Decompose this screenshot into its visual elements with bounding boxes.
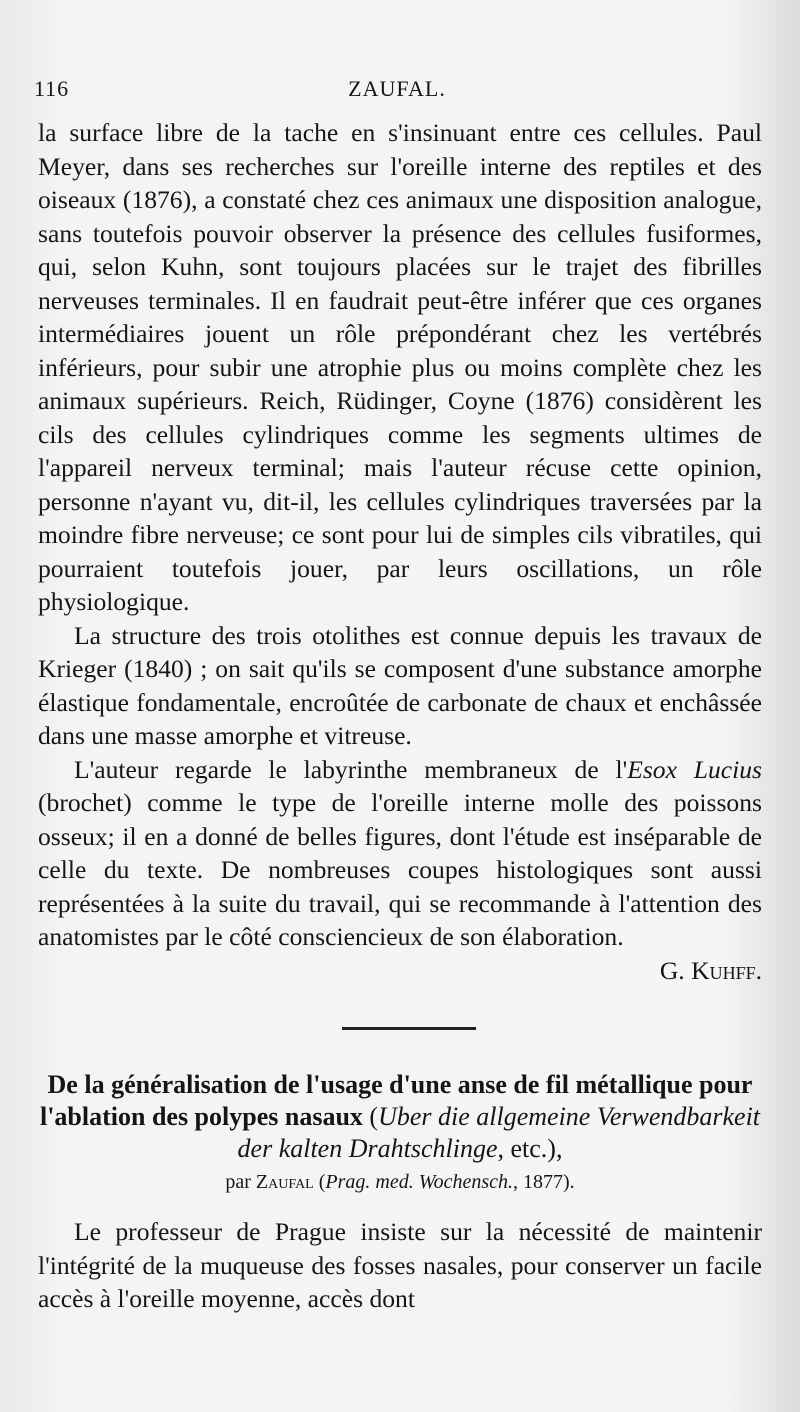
section-divider xyxy=(342,1027,476,1030)
byline-close: , 1877). xyxy=(512,1171,575,1193)
page-header xyxy=(34,76,760,106)
article-title-german: Uber die allgemeine Verwendbarkeit der kalten Drahtschlinge xyxy=(237,1102,761,1163)
byline-prefix: par xyxy=(225,1171,256,1193)
species-name: Esox Lucius xyxy=(627,754,762,784)
article-title-close: , etc.), xyxy=(497,1134,563,1163)
article-paragraph-1: Le professeur de Prague insiste sur la nécessité de maintenir l'intégrité de la muqueuse des fosses nasales, pour conserver un facile accès à l'oreille moyenne, accès dont xyxy=(38,1217,762,1313)
page-body xyxy=(38,116,762,1316)
byline-journal: Prag. med. Wochensch. xyxy=(325,1171,513,1193)
running-title: ZAUFAL. xyxy=(348,76,446,101)
page-number: 116 xyxy=(34,76,70,101)
section-divider-area xyxy=(38,987,762,1047)
signature-text: G. Kuhff. xyxy=(659,955,762,985)
review-signature xyxy=(38,954,762,988)
review-paragraph-3 xyxy=(38,753,762,954)
article-title xyxy=(38,1069,762,1165)
article-title-open: ( xyxy=(362,1102,379,1131)
review-paragraph-1: la surface libre de la tache en s'insinuant entre ces cellules. Paul Meyer, dans ses recherches sur l'oreille interne des reptiles et des oiseaux (1876), a constaté chez ces animaux une disposition analogue, sans toutefois pouvoir observer la présence des cellules fusiformes, qui, selon Kuhn, sont toujours placées sur le trajet des fibrilles nerveuses terminales. Il en faudrait peut-être inférer que ces organes intermédiaires jouent un rôle prépondérant chez les vertébrés inférieurs, pour subir une atrophie plus ou moins complète chez les animaux supérieurs. Reich, Rüdinger, Coyne (1876) considèrent les cils des cellules cylindriques comme les segments ultimes de l'appareil nerveux terminal; mais l'auteur récuse cette opinion, personne n'ayant vu, dit-il, les cellules cylindriques traversées par la moindre fibre nerveuse; ce sont pour lui de simples cils vibratiles, qui pourraient toutefois jouer, par leurs oscillations, un rôle physiologique. xyxy=(38,118,762,616)
byline-open: ( xyxy=(313,1171,326,1193)
byline-author: Zaufal xyxy=(255,1171,314,1193)
review-paragraph-3-start: L'auteur regarde le labyrinthe membraneux de l' xyxy=(74,754,628,784)
article-byline xyxy=(38,1167,762,1197)
review-paragraph-3-rest: (brochet) comme le type de l'oreille interne molle des poissons osseux; il en a donné de belles figures, dont l'étude est inséparable de celle du texte. De nombreuses coupes histologiques sont aussi représentées à la suite du travail, qui se recommande à l'attention des anatomistes par le côté consciencieux de son élaboration. xyxy=(38,788,762,951)
review-paragraph-2: La structure des trois otolithes est connue depuis les travaux de Krieger (1840) ; on sait qu'ils se composent d'une substance amorphe élastique fondamentale, encroûtée de carbonate de chaux et enchâssée dans une masse amorphe et vitreuse. xyxy=(38,620,762,750)
article-title-main: De la généralisation de l'usage d'une anse de fil métallique pour l'ablation des polypes nasaux xyxy=(39,1070,753,1131)
